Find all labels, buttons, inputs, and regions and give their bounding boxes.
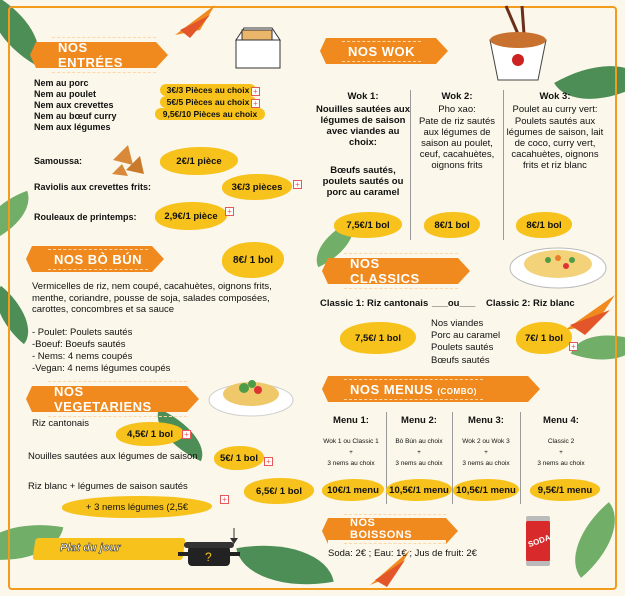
- bobun-option: -Vegan: 4 nems légumes coupés: [32, 363, 171, 374]
- menu-line: 3 nems au choix: [537, 460, 585, 467]
- price-tag: 3€/3 Pièces au choix: [160, 84, 256, 96]
- add-icon[interactable]: +: [220, 495, 229, 504]
- samoussa-label: Samoussa:: [34, 156, 83, 166]
- menu-line: Wok 1 ou Classic 1: [323, 438, 379, 445]
- price-tag: 8€/1 bol: [516, 212, 572, 238]
- boissons-text: Soda: 2€ ; Eau: 1€ ; Jus de fruit: 2€: [328, 548, 477, 559]
- soda-can-icon: [520, 512, 556, 570]
- wok-item-desc: Poulets sautés aux légumes de saison, lait de coco, curry vert, cacahuètes, oignons frits et riz blanc: [506, 116, 604, 171]
- wok-banner: [326, 38, 436, 64]
- add-icon[interactable]: +: [569, 342, 578, 351]
- wok-item-name: Wok 1:: [347, 91, 379, 102]
- menu-plus: +: [484, 449, 488, 456]
- add-icon[interactable]: +: [251, 87, 260, 96]
- pasta-plate-icon: [206, 364, 296, 420]
- menus-banner: [328, 376, 528, 402]
- price-tag: 9,5€/10 Pièces au choix: [155, 108, 265, 120]
- entrees-item: Nem aux crevettes: [34, 100, 114, 110]
- entrees-item: Nem au bœuf curry: [34, 111, 117, 121]
- vegetariens-title: NOS VEGETARIENS: [48, 381, 187, 417]
- riz-cantonais-label: Riz cantonais: [32, 418, 90, 429]
- menu-line: 3 nems au choix: [327, 460, 375, 467]
- price-tag: 7,5€/1 bol: [334, 212, 402, 238]
- classic-option: Poulets sautés: [431, 342, 494, 353]
- add-icon[interactable]: +: [225, 207, 234, 216]
- noodle-box-icon: [478, 4, 558, 84]
- price-tag: 8€/1 bol: [424, 212, 480, 238]
- menu-name: Menu 1:: [333, 415, 369, 426]
- menu-name: Menu 2:: [401, 415, 437, 426]
- bird-of-paradise-flower-icon: [170, 0, 220, 40]
- menu-line: Wok 2 ou Wok 3: [462, 438, 510, 445]
- boissons-title: NOS BOISSONS: [344, 514, 446, 544]
- add-icon[interactable]: +: [264, 457, 273, 466]
- bobun-banner: [32, 246, 152, 272]
- classic-or-separator: ___ou___: [432, 298, 476, 309]
- entrees-item: Nem aux légumes: [34, 122, 111, 132]
- wok-item-desc: Poulet au curry vert:: [512, 104, 598, 115]
- samoussa-icon: [108, 140, 148, 176]
- svg-text:?: ?: [205, 550, 212, 564]
- classic-option: Nos viandes: [431, 318, 484, 329]
- column-divider: [520, 412, 521, 504]
- menu-line: 3 nems au choix: [395, 460, 443, 467]
- price-tag: 2€/1 pièce: [160, 147, 238, 175]
- soda-can-label: SODA: [526, 532, 552, 550]
- wok-item-name: Wok 2:: [441, 91, 473, 102]
- price-tag: 5€/ 1 bol: [214, 446, 264, 470]
- classics-title: NOS CLASSICS: [344, 253, 458, 289]
- raviolis-label: Raviolis aux crevettes frits:: [34, 182, 152, 192]
- menu-line: Bò Bún au choix: [395, 438, 443, 445]
- wok-item-desc: Pate de riz sautés aux légumes de saison au poulet, ceuf, cacahuètes, oignons frits: [418, 116, 496, 171]
- menu-plus: +: [559, 449, 563, 456]
- wok-item-desc: Nouilles sautées aux légumes de saison avec viandes au choix:: [316, 104, 410, 148]
- wok-title: NOS WOK: [342, 41, 421, 62]
- menu-plus: +: [417, 449, 421, 456]
- price-tag: 7€/ 1 bol: [516, 322, 572, 354]
- price-tag: 6,5€/ 1 bol: [244, 478, 314, 504]
- menus-title-text: NOS MENUS: [350, 381, 434, 397]
- vegetariens-banner: [32, 386, 187, 412]
- price-tag: 7,5€/ 1 bol: [340, 322, 416, 354]
- price-tag: 10€/1 menu: [322, 479, 384, 501]
- cooking-pot-icon: [176, 526, 246, 570]
- bobun-title: NOS BÒ BÚN: [48, 249, 148, 270]
- menu-line: Classic 2: [547, 438, 575, 445]
- bobun-option: -Boeuf: Boeufs sautés: [32, 339, 126, 350]
- fried-rice-plate-icon: [508, 236, 608, 292]
- price-tag: 10,5€/1 menu: [386, 479, 452, 501]
- price-tag: 3€/3 pièces: [222, 174, 292, 200]
- price-tag: 9,5€/1 menu: [530, 479, 600, 501]
- menus-subtitle: (COMBO): [437, 386, 477, 396]
- bobun-description: Vermicelles de riz, nem coupé, cacahuètes, oignons frits, menthe, coriandre, pousse de soja, salades composées, carottes, concombres et sa sauce: [32, 281, 272, 315]
- menus-title: [344, 379, 483, 400]
- bobun-option: - Nems: 4 nems coupés: [32, 351, 133, 362]
- price-tag: 5€/5 Pièces au choix: [160, 96, 256, 108]
- entrees-title: NOS ENTRÉES: [52, 37, 156, 73]
- add-icon[interactable]: +: [293, 180, 302, 189]
- classics-banner: [328, 258, 458, 284]
- wok-item-name: Wok 3:: [539, 91, 571, 102]
- plat-du-jour-label: Plat du jour: [60, 542, 121, 554]
- price-tag: 10,5€/1 menu: [453, 479, 519, 501]
- menu-name: Menu 3:: [468, 415, 504, 426]
- column-divider: [410, 90, 411, 240]
- classic-2-label: Classic 2: Riz blanc: [486, 298, 575, 309]
- boissons-banner: [328, 518, 446, 540]
- add-icon[interactable]: +: [251, 99, 260, 108]
- classic-option: Bœufs sautés: [431, 355, 490, 366]
- entrees-banner: [36, 42, 156, 68]
- rouleaux-label: Rouleaux de printemps:: [34, 212, 137, 222]
- menu-line: 3 nems au choix: [462, 460, 510, 467]
- price-tag: + 3 nems légumes (2,5€: [62, 496, 212, 518]
- bobun-option: - Poulet: Poulets sautés: [32, 327, 133, 338]
- price-tag: 2,9€/1 pièce: [155, 202, 227, 230]
- add-icon[interactable]: +: [182, 430, 191, 439]
- entrees-item: Nem au poulet: [34, 89, 97, 99]
- wok-item-desc: Pho xao:: [438, 104, 476, 115]
- entrees-item: Nem au porc: [34, 78, 89, 88]
- nouilles-label: Nouilles sautées aux légumes de saison: [28, 451, 198, 462]
- menu-plus: +: [349, 449, 353, 456]
- menu-name: Menu 4:: [543, 415, 579, 426]
- price-tag: 8€/ 1 bol: [222, 242, 284, 278]
- price-tag: 4,5€/ 1 bol: [116, 422, 184, 446]
- classic-option: Porc au caramel: [431, 330, 501, 341]
- nem-box-icon: [228, 22, 288, 72]
- riz-blanc-label: Riz blanc + légumes de saison sautés: [28, 481, 188, 492]
- wok-item-desc: Bœufs sautés, poulets sautés ou porc au caramel: [322, 165, 404, 198]
- classic-1-label: Classic 1: Riz cantonais: [320, 298, 429, 309]
